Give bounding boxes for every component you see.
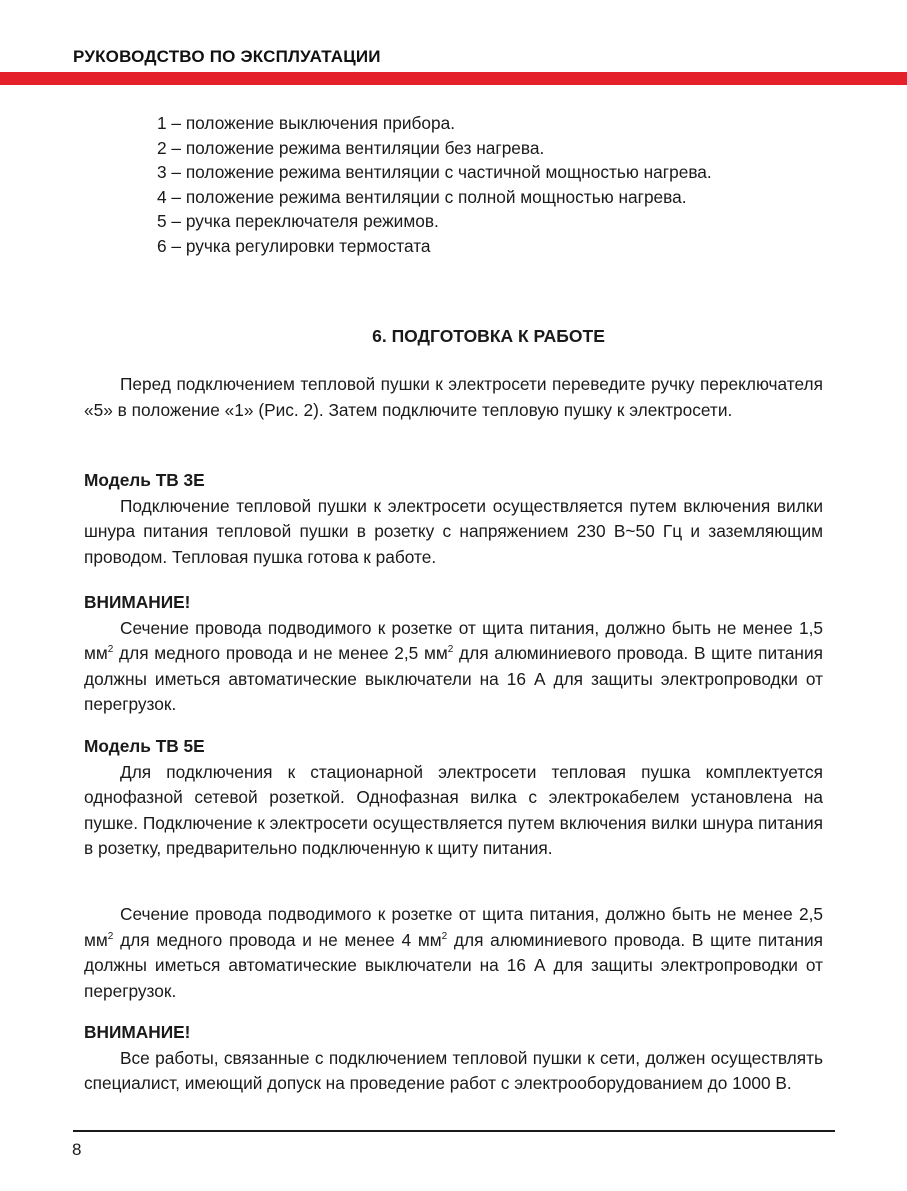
model2-heading: Модель ТВ 5Е (84, 736, 205, 756)
model1-paragraph: Подключение тепловой пушки к электросети осуществляется путем включения вилки шнура питания тепловой пушки в розетку с напряжением 230 В~50 Гц и заземляющим проводом. Тепловая пушка готова к работе. (84, 495, 823, 567)
legend-item: 1 – положение выключения прибора. (157, 113, 456, 133)
warning2-paragraph: Все работы, связанные с подключением тепловой пушки к сети, должен осуществлять специалист, имеющий допуск на проведение работ с электрооборудованием до 1000 В. (84, 1047, 823, 1093)
model2-block (84, 734, 823, 862)
cable-paragraph: Сечение провода подводимого к розетке от щита питания, должно быть не менее 2,5 $мм^2$ для медного провода и не менее 4 $мм^2$ для алюминиевого провода. В щите питания должны иметься автоматические выключатели на 16 А для защиты электропроводки от перегрузок. (84, 904, 823, 1001)
warning1-block (84, 590, 823, 718)
model1-heading: Модель ТВ 3Е (84, 470, 205, 490)
warning1-heading: ВНИМАНИЕ! (84, 592, 191, 612)
model1-block (84, 468, 823, 570)
legend-item: 5 – ручка переключателя режимов. (157, 211, 439, 231)
intro-block (84, 372, 823, 423)
running-header: РУКОВОДСТВО ПО ЭКСПЛУАТАЦИИ (73, 47, 381, 66)
section-title: 6. ПОДГОТОВКА К РАБОТЕ (372, 326, 605, 346)
footer-divider (73, 1130, 835, 1132)
intro-paragraph: Перед подключением тепловой пушки к электросети переведите ручку переключателя «5» в положение «1» (Рис. 2). Затем подключите тепловую пушку к электросети. (84, 374, 823, 420)
model2-paragraph: Для подключения к стационарной электросети тепловая пушка комплектуется однофазной сетевой розеткой. Однофазная вилка с электрокабелем установлена на пушке. Подключение к электросети осуществляется путем включения вилки шнура питания в розетку, предварительно подключенную к щиту питания. (84, 761, 823, 858)
legend-item: 2 – положение режима вентиляции без нагрева. (157, 137, 545, 158)
header-accent-bar (0, 72, 907, 85)
warning2-heading: ВНИМАНИЕ! (84, 1022, 191, 1042)
legend-list (157, 111, 712, 258)
legend-item: 3 – положение режима вентиляции с частичной мощностью нагрева. (157, 162, 712, 182)
warning2-block (84, 1020, 823, 1097)
warning1-paragraph: Сечение провода подводимого к розетке от щита питания, должно быть не менее 1,5 $мм^2$ для медного провода и не менее 2,5 $мм^2$ для алюминиевого провода. В щите питания должны иметься автоматические выключатели на 16 А для защиты электропроводки от перегрузок. (84, 617, 823, 714)
legend-item: 4 – положение режима вентиляции с полной мощностью нагрева. (157, 186, 687, 207)
cable-block (84, 902, 823, 1004)
page-number: 8 (72, 1140, 82, 1159)
legend-item: 6 – ручка регулировки термостата (157, 235, 431, 256)
